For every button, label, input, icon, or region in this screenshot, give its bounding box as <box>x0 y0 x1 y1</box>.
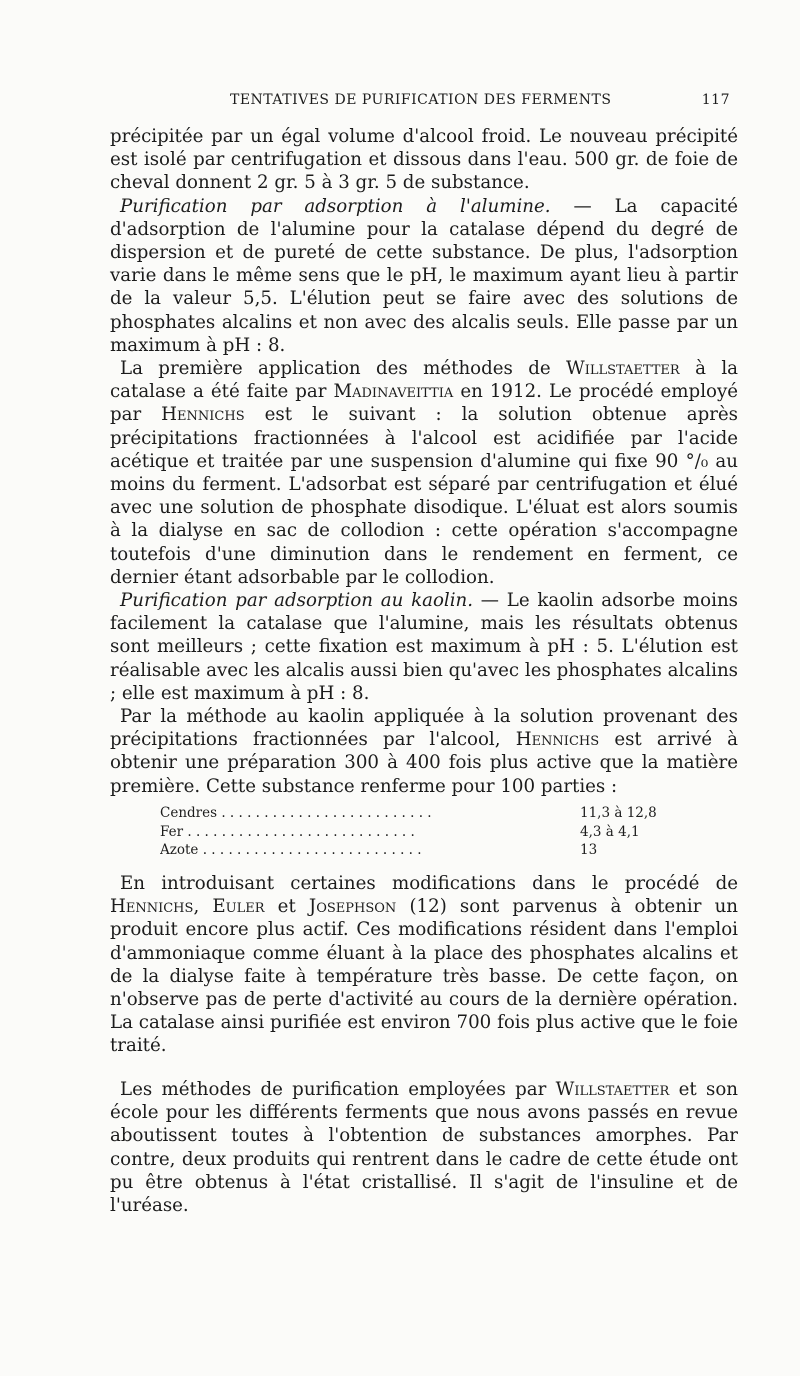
table-row <box>160 823 690 842</box>
author-willstaetter: Willstaetter <box>555 1079 670 1100</box>
paragraph-6-text-b: , <box>193 896 213 918</box>
paragraph-4-text: — Le kaolin adsorbe moins facilement la catalase que l'alumine, mais les résultats obtenus sont meilleurs ; cette fixation est maximum à pH : 5. L'élution est réalisable avec les alcalis aussi bien qu'avec les phosphates alcalins ; elle est maximum à pH : 8. <box>110 590 738 704</box>
author-madinaveittia: Madinaveittia <box>333 381 454 403</box>
author-hennichs: Hennichs <box>161 404 245 426</box>
table-row <box>160 804 690 823</box>
body-text-bottom <box>110 1078 738 1217</box>
table-row-value: 11,3 à 12,8 <box>580 805 657 821</box>
paragraph-3-text-a: La première application des méthodes de <box>120 358 567 380</box>
body-text-top <box>110 125 738 798</box>
paragraph-2 <box>110 195 738 357</box>
table-row <box>160 841 690 860</box>
paragraph-7-text-a: Les méthodes de purification employées par <box>120 1079 556 1100</box>
paragraph-6-text-c: et <box>264 896 309 918</box>
paragraph-5-text-b: est arrivé à obtenir une préparation 300 à 400 fois plus active que la matière première. Cette substance renferme pour 100 parties : <box>110 729 738 797</box>
composition-table <box>160 804 690 860</box>
body-text-middle <box>110 872 738 1058</box>
table-row-value: 4,3 à 4,1 <box>580 823 640 840</box>
paragraph-6-text-d: (12) sont parvenus à obtenir un produit encore plus actif. Ces modifications résident dans l'emploi d'ammoniaque comme éluant à la place des phosphates alcalins et de la dialyse faite à température très basse. De cette façon, on n'observe pas de perte d'activité au cours de la dernière opération. La catalase ainsi purifiée est environ 700 fois plus active que le foie traité. <box>110 896 738 1057</box>
section-heading-kaolin: Purification par adsorption au kaolin. <box>120 590 474 612</box>
running-header <box>110 92 730 114</box>
paragraph-4 <box>110 589 738 705</box>
paragraph-7 <box>110 1078 738 1217</box>
paragraph-5 <box>110 705 738 798</box>
paragraph-6-text-a: En introduisant certaines modifications dans le procédé de <box>120 873 738 894</box>
paragraph-3 <box>110 357 738 589</box>
paragraph-3-text-b: à la catalase a été faite par <box>110 358 738 403</box>
paragraph-5-text-a: Par la méthode au kaolin appliquée à la solution provenant des précipitations fractionnées par l'alcool, <box>110 706 738 751</box>
paragraph-3-text-c: en 1912. Le procédé employé par <box>110 381 738 426</box>
table-row-label: Fer . . . . . . . . . . . . . . . . . . . . . . . . . . . <box>160 823 415 840</box>
paragraph-6 <box>110 872 738 1058</box>
section-heading-alumine: Purification par adsorption à l'alumine. <box>120 195 551 217</box>
paragraph-3-text-d: est le suivant : la solution obtenue après précipitations fractionnées à l'alcool est acidifiée par l'acide acétique et traitée par une suspension d'alumine qui fixe 90 °/₀ au moins du ferment. L'adsorbat est séparé par centrifugation et élué avec une solution de phosphate disodique. L'éluat est alors soumis à la dialyse en sac de collodion : cette opération s'accompagne toutefois d'une diminution dans le rendement en ferment, ce dernier étant adsorbable par le collodion. <box>110 404 738 588</box>
author-josephson: Josephson <box>308 896 397 918</box>
paragraph-7-text-b: et son école pour les différents ferments que nous avons passés en revue aboutissent toutes à l'obtention de substances amorphes. Par contre, deux produits qui rentrent dans le cadre de cette étude ont pu être obtenus à l'état cristallisé. Il s'agit de l'insuline et de l'uréase. <box>110 1079 738 1217</box>
table-row-value: 13 <box>580 842 598 858</box>
author-euler: Euler <box>212 896 265 918</box>
table-row-label: Cendres . . . . . . . . . . . . . . . . . . . . . . . . . <box>160 805 432 821</box>
paragraph-1: précipitée par un égal volume d'alcool froid. Le nouveau précipité est isolé par centrifugation et dissous dans l'eau. 500 gr. de foie de cheval donnent 2 gr. 5 à 3 gr. 5 de substance. <box>110 126 738 194</box>
page-number: 117 <box>701 92 730 108</box>
paragraph-2-text: — La capacité d'adsorption de l'alumine pour la catalase dépend du degré de dispersion et de pureté de cette substance. De plus, l'adsorption varie dans le même sens que le pH, le maximum ayant lieu à partir de la valeur 5,5. L'élution peut se faire avec des solutions de phosphates alcalins et non avec des alcalis seuls. Elle passe par un maximum à pH : 8. <box>110 195 738 356</box>
author-willstaetter: Willstaetter <box>566 358 680 380</box>
author-hennichs: Hennichs <box>515 729 600 751</box>
table-row-label: Azote . . . . . . . . . . . . . . . . . . . . . . . . . . <box>160 842 422 858</box>
header-title: TENTATIVES DE PURIFICATION DES FERMENTS <box>230 92 612 108</box>
author-hennichs: Hennichs <box>110 896 194 918</box>
